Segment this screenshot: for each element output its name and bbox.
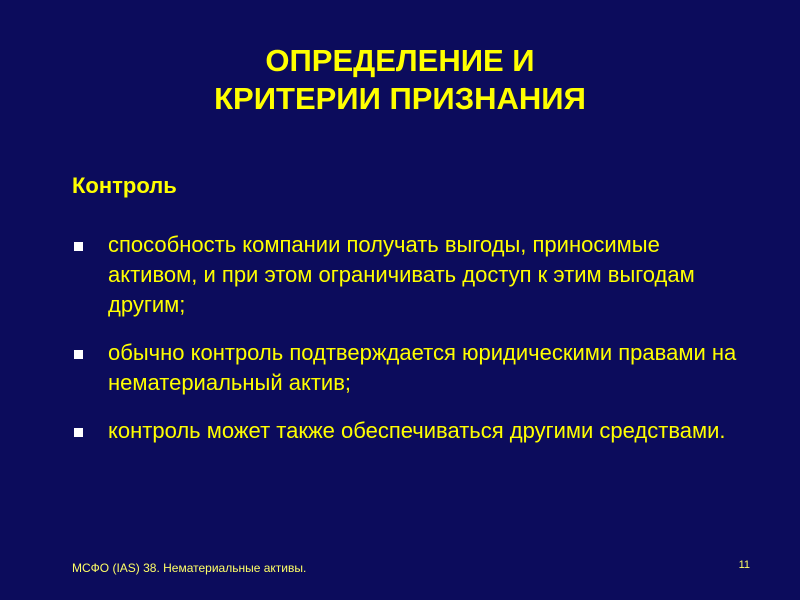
section-heading: Контроль [72,173,177,198]
title-line-1: ОПРЕДЕЛЕНИЕ И [265,43,535,78]
slide-footer: МСФО (IAS) 38. Нематериальные активы. [72,561,307,575]
page-number: 11 [738,559,750,571]
bullet-item [72,416,752,446]
bullet-item [72,338,752,398]
bullet-item [72,230,752,320]
square-bullet-icon [74,428,83,437]
bullet-text: контроль может также обеспечиваться другими средствами. [108,418,726,443]
title-line-2: КРИТЕРИИ ПРИЗНАНИЯ [214,81,586,116]
square-bullet-icon [74,242,83,251]
slide-title [0,42,800,118]
square-bullet-icon [74,350,83,359]
bullet-text: обычно контроль подтверждается юридическими правами на нематериальный актив; [108,340,737,395]
bullet-list [72,230,752,464]
bullet-text: способность компании получать выгоды, приносимые активом, и при этом ограничивать доступ к этим выгодам другим; [108,232,695,317]
